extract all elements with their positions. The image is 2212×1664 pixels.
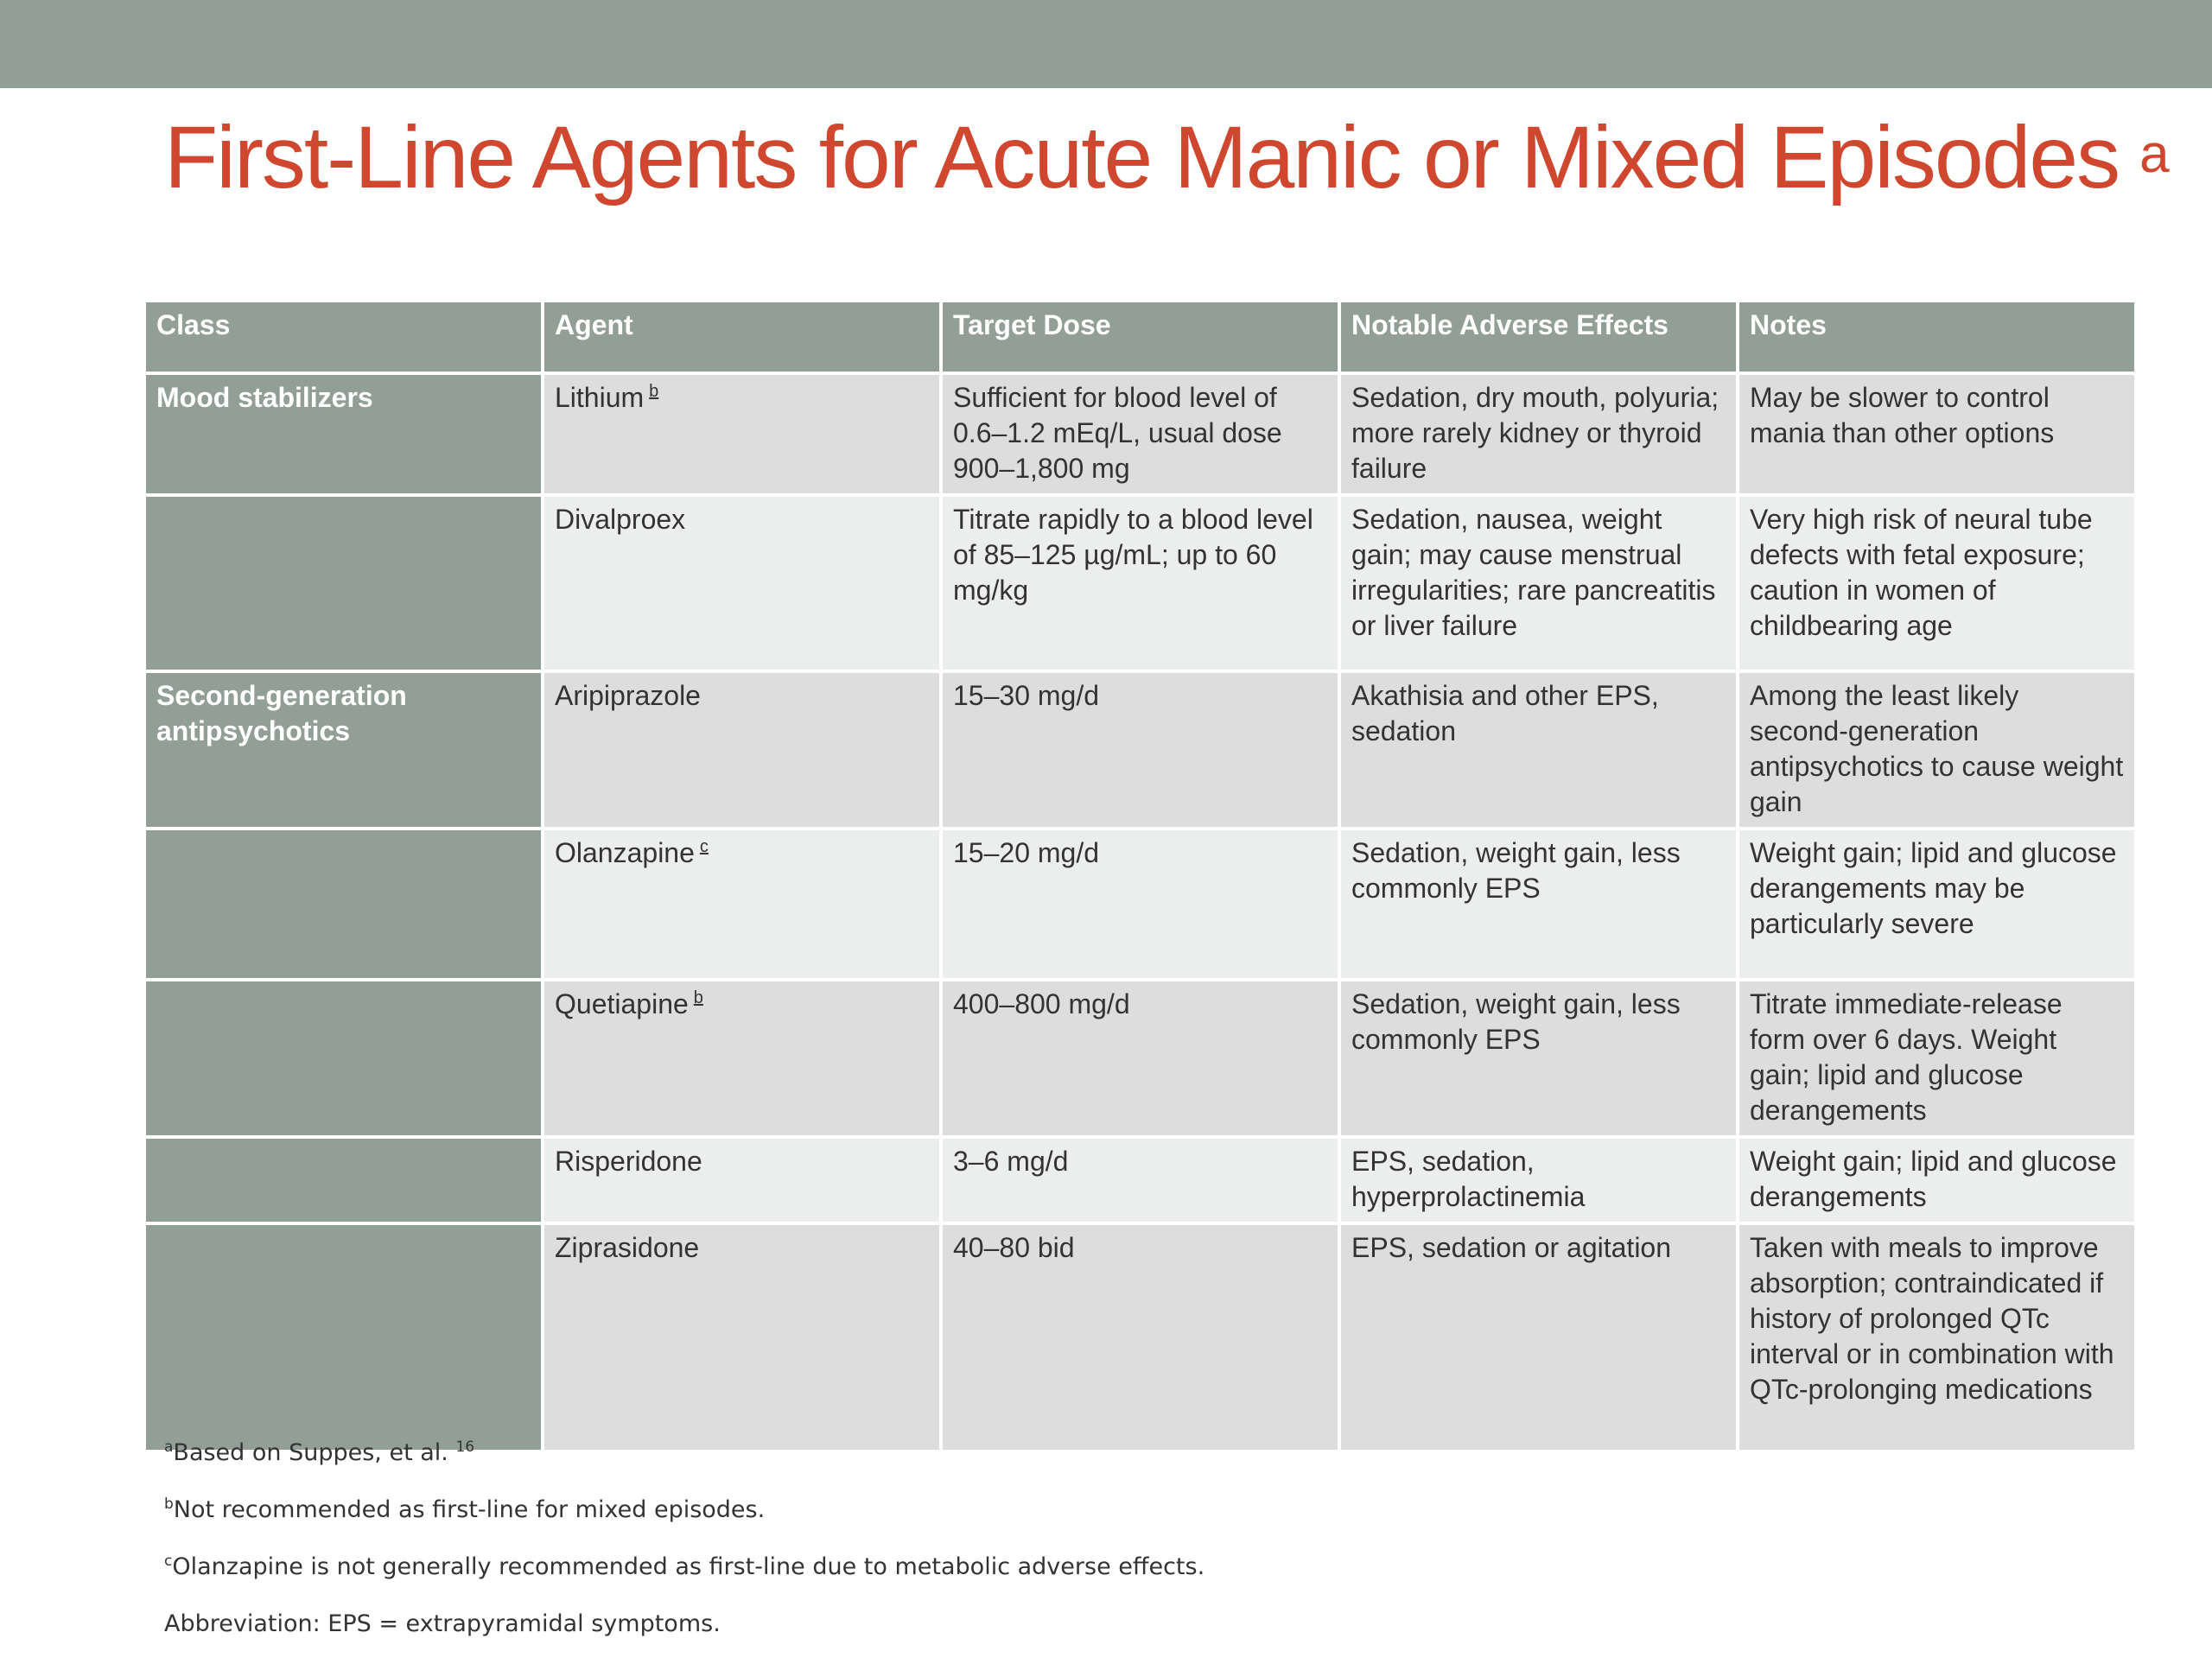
notes-cell: Very high risk of neural tube defects with fetal exposure; caution in women of childbearing age (1738, 495, 2136, 671)
footnotes (164, 1436, 1806, 1664)
footnote-text: Not recommended as first-line for mixed episodes. (173, 1496, 766, 1523)
notes-cell: Titrate immediate-release form over 6 days. Weight gain; lipid and glucose derangements (1738, 980, 2136, 1137)
class-cell: Second-generation antipsychotics (144, 671, 543, 829)
slide-title (164, 105, 2168, 222)
table-row (144, 980, 2136, 1137)
dose-cell: Sufficient for blood level of 0.6–1.2 mEq/L, usual dose 900–1,800 mg (941, 373, 1339, 495)
drug-table (143, 299, 2138, 1453)
footnote-text: Olanzapine is not generally recommended as first-line due to metabolic adverse effects. (172, 1553, 1205, 1580)
class-cell (144, 829, 543, 980)
adverse-effects-cell: EPS, sedation, hyperprolactinemia (1339, 1137, 1738, 1223)
footnote-reference: 16 (455, 1439, 475, 1456)
notes-cell: Taken with meals to improve absorption; contraindicated if history of prolonged QTc interval or in combination with QTc-prolonging medications (1738, 1223, 2136, 1451)
header-band (0, 0, 2212, 88)
footnote-text: Based on Suppes, et al. (173, 1439, 448, 1466)
footnote-marker: a (164, 1439, 174, 1456)
table-row (144, 671, 2136, 829)
table-row (144, 829, 2136, 980)
footnote-marker: b (164, 1496, 174, 1513)
agent-name: Divalproex (555, 504, 686, 535)
agent-footnote-marker: c (699, 837, 709, 857)
table-row (144, 495, 2136, 671)
class-cell (144, 980, 543, 1137)
table-header (144, 301, 2136, 373)
footnote-a (164, 1436, 1806, 1493)
agent-name: Risperidone (555, 1146, 702, 1177)
table-body (144, 373, 2136, 1451)
agent-footnote-marker: b (693, 988, 703, 1008)
class-cell (144, 1223, 543, 1451)
dose-cell: 40–80 bid (941, 1223, 1339, 1451)
footnote-c (164, 1550, 1806, 1607)
agent-cell (543, 1137, 941, 1223)
notes-cell: Weight gain; lipid and glucose derangements may be particularly severe (1738, 829, 2136, 980)
dose-cell: 15–20 mg/d (941, 829, 1339, 980)
table-row (144, 1223, 2136, 1451)
adverse-effects-cell: Sedation, dry mouth, polyuria; more rarely kidney or thyroid failure (1339, 373, 1738, 495)
class-cell (144, 495, 543, 671)
agent-name: Lithium (555, 382, 645, 413)
footnote-marker: c (164, 1553, 173, 1570)
class-cell (144, 1137, 543, 1223)
header-agent: Agent (543, 301, 941, 373)
table-row (144, 1137, 2136, 1223)
agent-cell (543, 495, 941, 671)
dose-cell: Titrate rapidly to a blood level of 85–125 µg/mL; up to 60 mg/kg (941, 495, 1339, 671)
footnote-text: Abbreviation: EPS = extrapyramidal symptoms. (164, 1610, 721, 1637)
adverse-effects-cell: Sedation, weight gain, less commonly EPS (1339, 980, 1738, 1137)
agent-cell (543, 829, 941, 980)
notes-cell: Among the least likely second-generation antipsychotics to cause weight gain (1738, 671, 2136, 829)
agent-cell (543, 980, 941, 1137)
dose-cell: 400–800 mg/d (941, 980, 1339, 1137)
class-cell: Mood stabilizers (144, 373, 543, 495)
notes-cell: Weight gain; lipid and glucose derangements (1738, 1137, 2136, 1223)
header-target-dose: Target Dose (941, 301, 1339, 373)
agent-name: Ziprasidone (555, 1232, 700, 1263)
header-row (144, 301, 2136, 373)
agent-cell (543, 373, 941, 495)
agent-footnote-marker: b (649, 382, 659, 402)
adverse-effects-cell: Sedation, weight gain, less commonly EPS (1339, 829, 1738, 980)
dose-cell: 15–30 mg/d (941, 671, 1339, 829)
footnote-b (164, 1493, 1806, 1550)
agent-name: Olanzapine (555, 837, 695, 868)
drug-table-container (143, 299, 2134, 1453)
adverse-effects-cell: EPS, sedation or agitation (1339, 1223, 1738, 1451)
header-class: Class (144, 301, 543, 373)
title-footnote-marker: a (2139, 124, 2168, 184)
adverse-effects-cell: Akathisia and other EPS, sedation (1339, 671, 1738, 829)
adverse-effects-cell: Sedation, nausea, weight gain; may cause menstrual irregularities; rare pancreatitis or liver failure (1339, 495, 1738, 671)
header-notes: Notes (1738, 301, 2136, 373)
agent-name: Quetiapine (555, 988, 689, 1019)
agent-cell (543, 671, 941, 829)
slide-title-text: First-Line Agents for Acute Manic or Mixed Episodes (164, 108, 2120, 206)
notes-cell: May be slower to control mania than other options (1738, 373, 2136, 495)
table-row (144, 373, 2136, 495)
agent-cell (543, 1223, 941, 1451)
dose-cell: 3–6 mg/d (941, 1137, 1339, 1223)
header-adverse-effects: Notable Adverse Effects (1339, 301, 1738, 373)
agent-name: Aripiprazole (555, 680, 701, 711)
abbreviation-note (164, 1607, 1806, 1664)
